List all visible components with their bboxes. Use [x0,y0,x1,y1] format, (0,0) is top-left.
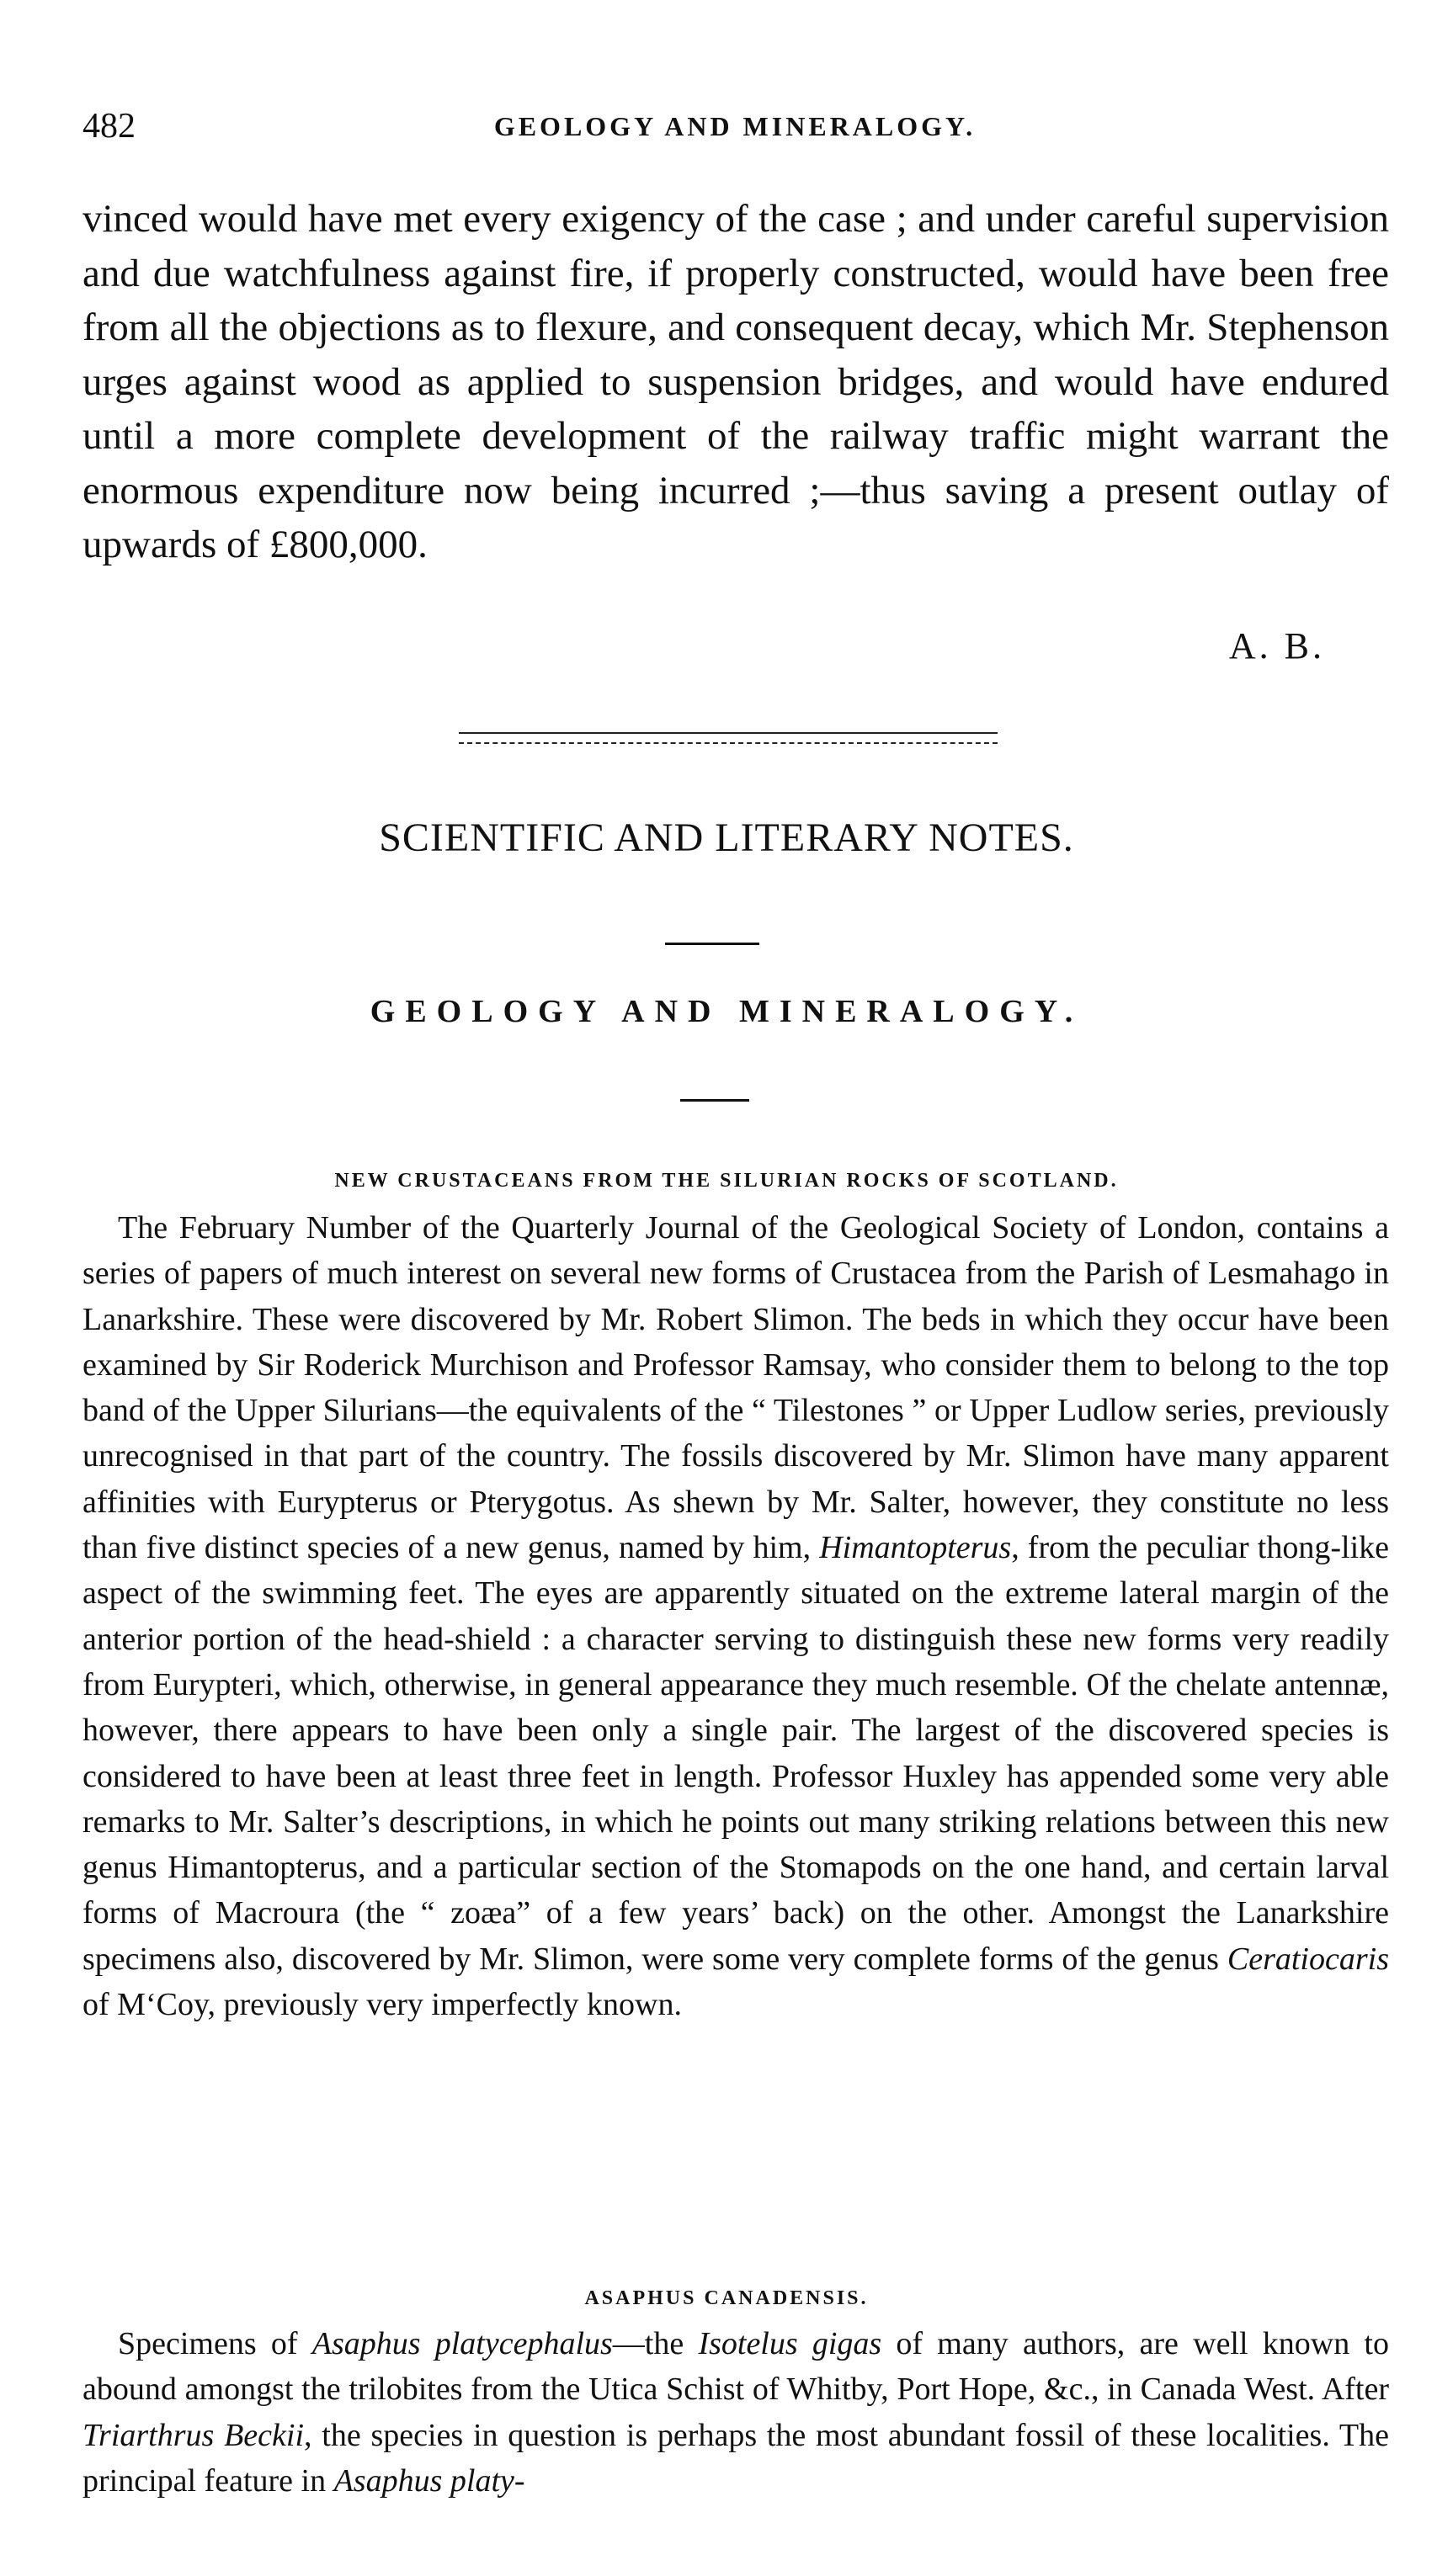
page-header [82,106,1387,157]
continued-paragraph: vinced would have met every exigency of the case ; and under careful supervision and due watchfulness against fire, if properly constructed, would have been free from all the objections as to flexure, and consequent decay, which Mr. Stephenson urges against wood as applied to suspension bridges, and would have endured until a more complete development of the railway traffic might warrant the enormous expenditure now being incurred ;—thus saving a present outlay of upwards of £800,000. [82,197,1389,566]
article-body [82,2321,1389,2504]
species-name: Asaphus platy- [333,2462,525,2499]
author-signature: A. B. [1228,625,1325,667]
article-text: of many authors, are well known to abound amongst the trilobites from the Utica Schist of Whitby, Port Hope, &c., in Canada West. After [82,2326,1389,2408]
article-body [82,1205,1389,2027]
species-name: Isotelus gigas [698,2326,882,2361]
article-heading: NEW CRUSTACEANS FROM THE SILURIAN ROCKS OF SCOTLAND. [334,1170,1119,1192]
article-text: of M‘Coy, previously very imperfectly known. [82,1987,682,2023]
subsection-title: GEOLOGY AND MINERALOGY. [370,994,1083,1029]
section-title: SCIENTIFIC AND LITERARY NOTES. [379,815,1074,860]
genus-name: Ceratiocaris [1227,1941,1389,1977]
article-paragraph [82,1205,1389,2027]
running-head: GEOLOGY AND MINERALOGY. [493,111,977,141]
species-name: Asaphus platycephalus [311,2326,613,2361]
article-text: Specimens of [118,2326,312,2361]
article-paragraph [82,2321,1389,2504]
article-heading: ASAPHUS CANADENSIS. [584,2287,869,2309]
section-divider [459,732,998,744]
title-rule [665,943,759,945]
article-text: , the species in question is perhaps the most abundant fossil of these localities. The principal feature in [82,2417,1389,2499]
article-text: The February Number of the Quarterly Journal of the Geological Society of London, contains a series of papers of much interest on several new forms of Crustacea from the Parish of Lesmahago in Lanarkshire. These were discovered by Mr. Robert Slimon. The beds in which they occur have been examined by Sir Roderick Murchison and Professor Ramsay, who consider them to belong to the top band of the Upper Silurians—the equivalents of the “ Tilestones ” or Upper Ludlow series, previously unrecognised in that part of the country. The fossils discovered by Mr. Slimon have many apparent affinities with Eurypterus or Pterygotus. As shewn by Mr. Salter, however, they constitute no less than five distinct species of a new genus, named by him, [82,1210,1389,1566]
article-text: , from the peculiar thong-like aspect of the swimming feet. The eyes are apparently situated on the extreme lateral margin of the anterior portion of the head-shield : a character serving to distinguish these new forms very readily from Eurypteri, which, otherwise, in general appearance they much resemble. Of the chelate antennæ, however, there appears to have been only a single pair. The largest of the discovered species is considered to have been at least three feet in length. Professor Huxley has appended some very able remarks to Mr. Salter’s descriptions, in which he points out many striking relations between this new genus Himantopterus, and a particular section of the Stomapods on the one hand, and certain larval forms of Macroura (the “ zoæa” of a few years’ back) on the other. Amongst the Lanarkshire specimens also, discovered by Mr. Slimon, were some very complete forms of the genus [82,1530,1389,1977]
species-name: Triarthrus Beckii [82,2417,304,2453]
article-text: —the [612,2326,699,2361]
page-number: 482 [82,107,136,146]
subtitle-rule [680,1099,749,1102]
genus-name: Himantopterus [819,1530,1012,1566]
